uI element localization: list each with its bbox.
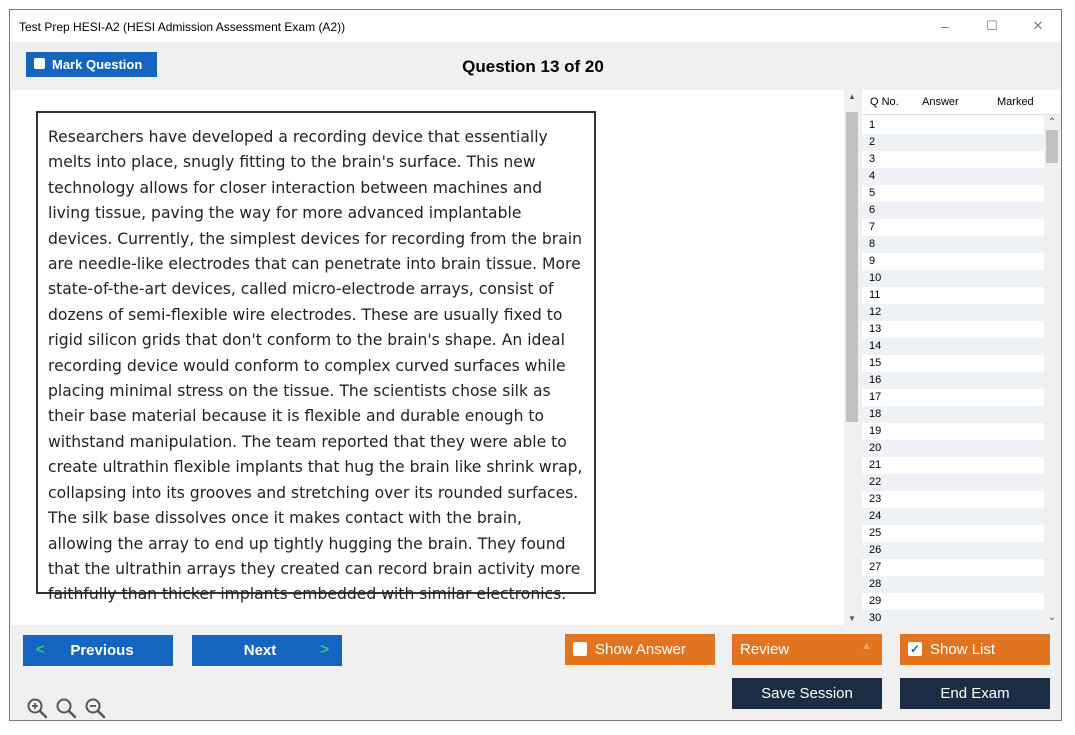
header-qno: Q No. xyxy=(870,96,899,108)
question-number: 26 xyxy=(869,544,882,556)
app-window xyxy=(9,9,1062,721)
question-number: 20 xyxy=(869,442,882,454)
previous-button[interactable] xyxy=(23,635,173,666)
question-list-row[interactable] xyxy=(862,423,1044,440)
question-number: 10 xyxy=(869,272,882,284)
question-list-row[interactable] xyxy=(862,525,1044,542)
question-number: 15 xyxy=(869,357,882,369)
question-list-row[interactable] xyxy=(862,338,1044,355)
question-list-row[interactable] xyxy=(862,593,1044,610)
question-list-row[interactable] xyxy=(862,117,1044,134)
question-list-row[interactable] xyxy=(862,389,1044,406)
end-exam-button[interactable]: End Exam xyxy=(900,678,1050,709)
question-number: 19 xyxy=(869,425,882,437)
bottom-toolbar xyxy=(10,625,1061,721)
question-number: 12 xyxy=(869,306,882,318)
previous-label: Previous xyxy=(70,642,134,659)
save-session-button[interactable]: Save Session xyxy=(732,678,882,709)
question-number: 5 xyxy=(869,187,876,199)
show-list-button[interactable] xyxy=(900,634,1050,665)
question-list-row[interactable] xyxy=(862,542,1044,559)
zoom-out-icon[interactable] xyxy=(84,697,106,719)
zoom-reset-icon[interactable] xyxy=(55,697,77,719)
question-list-row[interactable] xyxy=(862,270,1044,287)
scroll-up-arrow-icon[interactable]: ▲ xyxy=(848,92,856,101)
question-number: 2 xyxy=(869,136,876,148)
question-number: 22 xyxy=(869,476,882,488)
zoom-in-icon[interactable] xyxy=(26,697,48,719)
show-answer-button[interactable] xyxy=(565,634,715,665)
question-number: 24 xyxy=(869,510,882,522)
chevron-left-icon: < xyxy=(36,641,45,658)
question-number: 29 xyxy=(869,595,882,607)
question-list-row[interactable] xyxy=(862,168,1044,185)
header-answer: Answer xyxy=(922,96,959,108)
question-number: 23 xyxy=(869,493,882,505)
chevron-up-icon[interactable]: ⌃ xyxy=(1047,117,1057,128)
question-list-row[interactable] xyxy=(862,321,1044,338)
question-list-scroll-thumb[interactable] xyxy=(1046,130,1058,163)
question-number: 13 xyxy=(869,323,882,335)
question-number: 18 xyxy=(869,408,882,420)
question-list-row[interactable] xyxy=(862,253,1044,270)
question-list-scrollbar[interactable] xyxy=(1044,115,1060,625)
question-content xyxy=(11,90,844,625)
show-answer-checkbox[interactable] xyxy=(573,642,587,656)
scrollbar-thumb[interactable] xyxy=(846,112,858,422)
close-button[interactable]: ✕ xyxy=(1032,18,1044,33)
reading-passage: Researchers have developed a recording device that essentially melts into place, snugly fitting to the brain's surface. This new technology allows for closer interaction between machines and living tissue, paving the way for more advanced implantable devices. Currently, the simplest devices for recording from the brain are needle-like electrodes that can penetrate into brain tissue. More state-of-the-art devices, called micro-electrode arrays, consist of dozens of semi-flexible wire electrodes. These are usually fixed to rigid silicon grids that don't conform to the brain's shape. An ideal recording device would conform to complex curved surfaces while placing minimal stress on the tissue. The scientists chose silk as their base material because it is flexible and durable enough to withstand manipulation. The team reported that they were able to create ultrathin flexible implants that hug the brain like shrink wrap, collapsing into its grooves and stretching over its rounded surfaces. The silk base dissolves once it makes contact with the brain, allowing the array to end up tightly hugging the brain. They found that the ultrathin arrays they created can record brain activity more faithfully than thicker implants embedded with similar electronics. xyxy=(36,111,596,594)
scroll-down-arrow-icon[interactable]: ▼ xyxy=(848,614,856,623)
window-title: Test Prep HESI-A2 (HESI Admission Assessment Exam (A2)) xyxy=(19,20,346,34)
chevron-down-icon[interactable]: ⌄ xyxy=(1047,612,1057,623)
content-scrollbar[interactable] xyxy=(844,90,860,625)
question-number: 16 xyxy=(869,374,882,386)
question-list-header xyxy=(862,90,1060,115)
question-list-row[interactable] xyxy=(862,508,1044,525)
question-list-row[interactable] xyxy=(862,287,1044,304)
question-list-row[interactable] xyxy=(862,559,1044,576)
question-list-row[interactable] xyxy=(862,185,1044,202)
question-list-row[interactable] xyxy=(862,236,1044,253)
question-number: 1 xyxy=(869,119,876,131)
question-counter: Question 13 of 20 xyxy=(462,57,604,76)
question-number: 4 xyxy=(869,170,876,182)
question-number: 6 xyxy=(869,204,876,216)
question-list-row[interactable] xyxy=(862,457,1044,474)
minimize-button[interactable]: – xyxy=(941,18,949,34)
question-number: 11 xyxy=(869,289,881,301)
review-dropdown[interactable] xyxy=(732,634,882,665)
review-label: Review xyxy=(740,641,790,658)
question-number: 3 xyxy=(869,153,876,165)
header-marked: Marked xyxy=(997,96,1034,108)
mark-question-label: Mark Question xyxy=(52,57,143,72)
question-number: 14 xyxy=(869,340,882,352)
question-list-row[interactable] xyxy=(862,202,1044,219)
question-number: 17 xyxy=(869,391,882,403)
question-list-row[interactable] xyxy=(862,151,1044,168)
question-list-row[interactable] xyxy=(862,134,1044,151)
question-list-row[interactable] xyxy=(862,219,1044,236)
show-list-label: Show List xyxy=(930,641,996,658)
dropdown-caret-icon: ▲ xyxy=(861,640,872,652)
question-number: 28 xyxy=(869,578,882,590)
question-number: 27 xyxy=(869,561,882,573)
question-list-row[interactable] xyxy=(862,304,1044,321)
next-button[interactable] xyxy=(192,635,342,666)
question-number: 30 xyxy=(869,612,882,624)
question-toolbar xyxy=(10,42,1061,90)
question-list-row[interactable] xyxy=(862,440,1044,457)
next-label: Next xyxy=(243,642,277,659)
question-number: 9 xyxy=(869,255,876,267)
question-list-row[interactable] xyxy=(862,491,1044,508)
question-list-row[interactable] xyxy=(862,372,1044,389)
question-list-row[interactable] xyxy=(862,355,1044,372)
question-number: 8 xyxy=(869,238,876,250)
question-number: 7 xyxy=(869,221,876,233)
question-number: 21 xyxy=(869,459,882,471)
question-list-rows xyxy=(862,117,1044,627)
chevron-right-icon: > xyxy=(320,641,329,658)
question-list-row[interactable] xyxy=(862,406,1044,423)
question-list-row[interactable] xyxy=(862,474,1044,491)
maximize-button[interactable]: ☐ xyxy=(986,18,998,33)
question-list-panel xyxy=(862,90,1060,625)
question-number: 25 xyxy=(869,527,882,539)
show-list-checkbox[interactable]: ✓ xyxy=(909,642,921,656)
show-answer-label: Show Answer xyxy=(595,641,686,658)
title-bar xyxy=(10,10,1061,42)
question-list-row[interactable] xyxy=(862,576,1044,593)
